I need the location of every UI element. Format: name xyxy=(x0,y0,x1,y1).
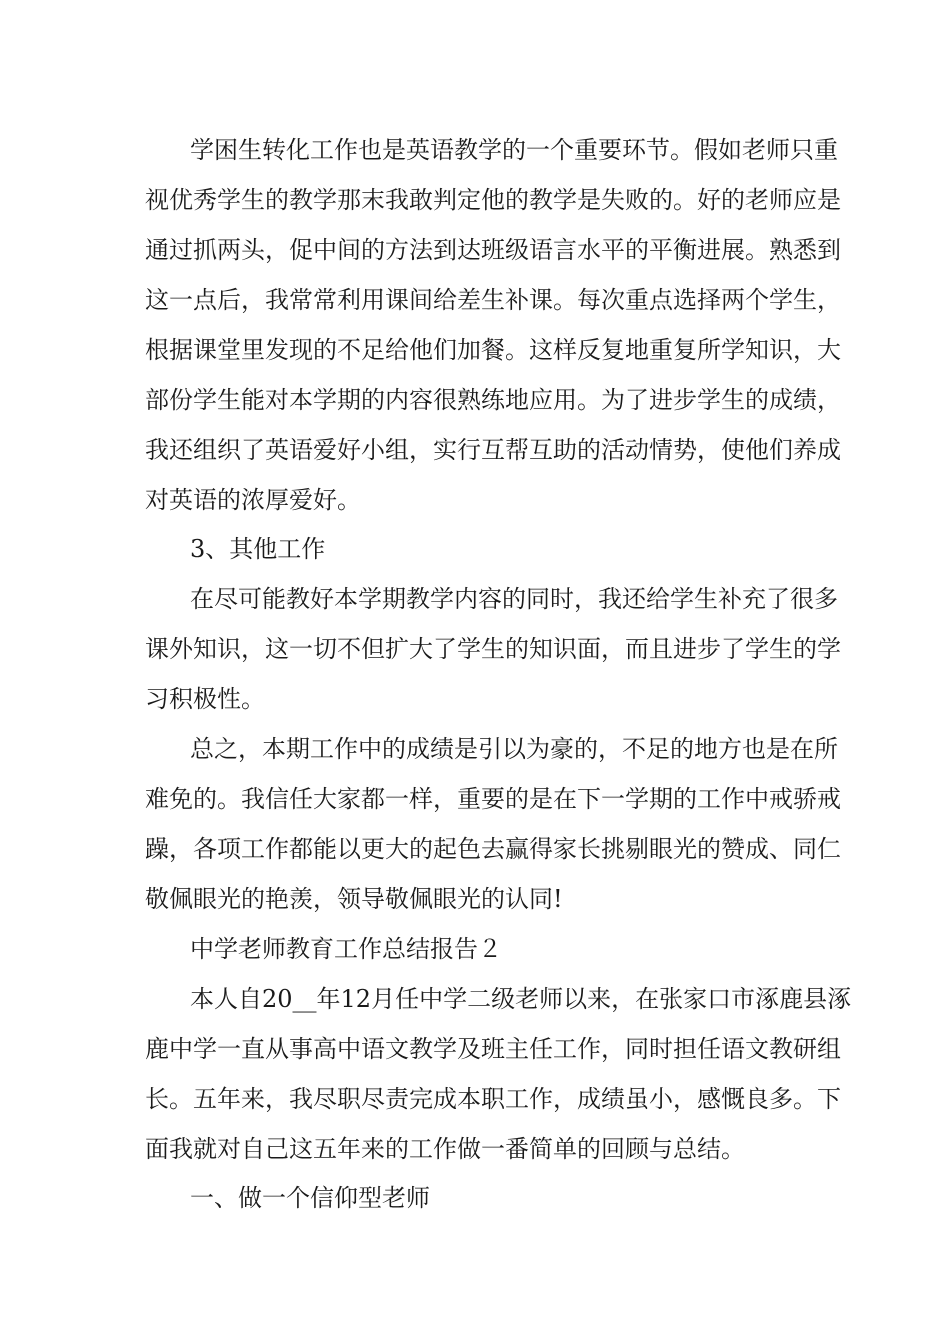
paragraph-line: 在尽可能教好本学期教学内容的同时，我还给学生补充了很多 xyxy=(190,585,838,613)
paragraph-line: 视优秀学生的教学那末我敢判定他的教学是失败的。好的老师应是 xyxy=(145,186,841,214)
paragraph-line: 通过抓两头，促中间的方法到达班级语言水平的平衡进展。熟悉到 xyxy=(145,236,841,264)
paragraph-line: 长。五年来，我尽职尽责完成本职工作，成绩虽小，感慨良多。下 xyxy=(145,1085,841,1113)
paragraph-line: 敬佩眼光的艳羡，领导敬佩眼光的认同! xyxy=(145,885,563,913)
paragraph-line: 课外知识，这一切不但扩大了学生的知识面，而且进步了学生的学 xyxy=(145,635,841,663)
paragraph-line: 难免的。我信任大家都一样，重要的是在下一学期的工作中戒骄戒 xyxy=(145,785,841,813)
paragraph-line: 根据课堂里发现的不足给他们加餐。这样反复地重复所学知识，大 xyxy=(145,336,841,364)
paragraph-line: 躁，各项工作都能以更大的起色去赢得家长挑剔眼光的赞成、同仁 xyxy=(145,835,841,863)
paragraph-line: 面我就对自己这五年来的工作做一番简单的回顾与总结。 xyxy=(145,1135,745,1163)
section-heading: 一、做一个信仰型老师 xyxy=(190,1184,430,1212)
paragraph-line: 部份学生能对本学期的内容很熟练地应用。为了进步学生的成绩， xyxy=(145,386,841,414)
paragraph-line: 总之，本期工作中的成绩是引以为豪的，不足的地方也是在所 xyxy=(190,735,838,763)
paragraph-line: 本人自20__年12月任中学二级老师以来，在张家口市涿鹿县涿 xyxy=(190,985,852,1013)
paragraph-line: 学困生转化工作也是英语教学的一个重要环节。假如老师只重 xyxy=(190,136,838,164)
paragraph-line: 习积极性。 xyxy=(145,685,265,713)
paragraph-line: 对英语的浓厚爱好。 xyxy=(145,486,361,514)
paragraph-line: 鹿中学一直从事高中语文教学及班主任工作，同时担任语文教研组 xyxy=(145,1035,841,1063)
paragraph-line: 这一点后，我常常利用课间给差生补课。每次重点选择两个学生， xyxy=(145,286,841,314)
document-title: 中学老师教育工作总结报告２ xyxy=(190,935,502,963)
section-heading: 3、其他工作 xyxy=(190,535,326,563)
paragraph-line: 我还组织了英语爱好小组，实行互帮互助的活动情势，使他们养成 xyxy=(145,436,841,464)
